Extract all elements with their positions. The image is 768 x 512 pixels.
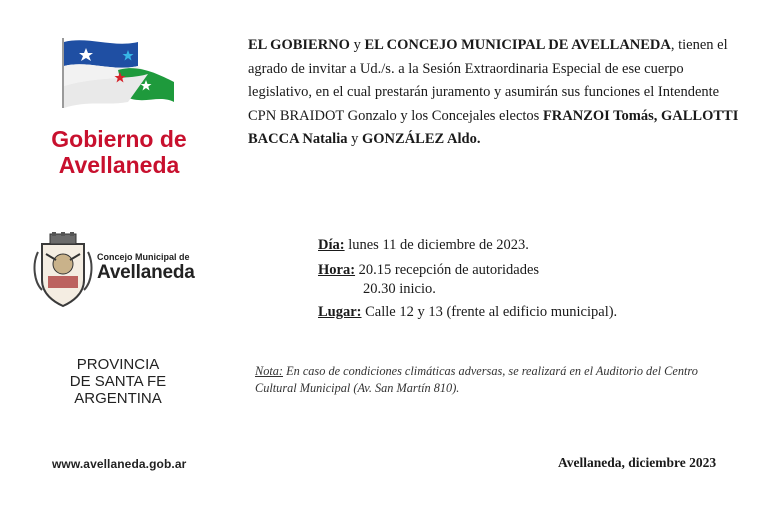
dia-label: Día:	[318, 237, 345, 253]
nota-label: Nota:	[255, 364, 284, 378]
gobierno-title-line1: Gobierno de	[51, 126, 187, 152]
invitation-y1: y	[349, 37, 365, 53]
dia-value: lunes 11 de diciembre de 2023.	[344, 237, 529, 253]
nota-text: En caso de condiciones climáticas adversas, se realizará en el Auditorio del Centro Cultural Municipal (Av. San Martín 810).	[255, 364, 698, 395]
concejo-label-small: Concejo Municipal de	[97, 252, 190, 262]
lugar-label: Lugar:	[318, 304, 362, 320]
provincia-line2: DE SANTA FE	[69, 373, 167, 390]
provincia-block	[48, 356, 188, 407]
avellaneda-flag-logo	[58, 36, 178, 110]
concejo-label-big: Avellaneda	[97, 262, 195, 283]
lugar-value: Calle 12 y 13 (frente al edificio municipal).	[361, 304, 618, 320]
detail-lugar	[318, 302, 617, 322]
invitation-concejo: EL CONCEJO MUNICIPAL DE AVELLANEDA	[364, 37, 671, 53]
gobierno-title-line2: Avellaneda	[58, 152, 180, 178]
hora-value-1: 20.15 recepción de autoridades	[355, 262, 540, 278]
invitation-y2: y	[347, 131, 362, 148]
invitation-concejales: FRANZOI Tomás, GALLOTTI BACCA Natalia	[248, 107, 739, 148]
provincia-line3: ARGENTINA	[74, 390, 162, 407]
place-date: Avellaneda, diciembre 2023	[558, 455, 717, 470]
hora-value-2: 20.30 inicio.	[363, 281, 436, 297]
website-link[interactable]: www.avellaneda.gob.ar	[52, 457, 187, 471]
detail-hora	[318, 260, 539, 280]
invitation-gobierno: EL GOBIERNO	[248, 37, 350, 53]
hora-label: Hora:	[318, 262, 356, 278]
provincia-line1: PROVINCIA	[76, 356, 160, 373]
invitation-gonzalez: GONZÁLEZ Aldo.	[362, 131, 481, 148]
detail-dia	[318, 235, 529, 255]
invitation-body: , tienen el agrado de invitar a Ud./s. a la Sesión Extraordinaria Especial de ese cuerpo legislativo, en el cual prestarán juramento y asumirán sus funciones el Intendente CPN BRAIDOT Gonzalo y los Concejales electos	[248, 37, 728, 124]
gobierno-title	[34, 126, 204, 178]
nota-paragraph	[255, 363, 735, 397]
invitation-paragraph	[248, 34, 740, 152]
